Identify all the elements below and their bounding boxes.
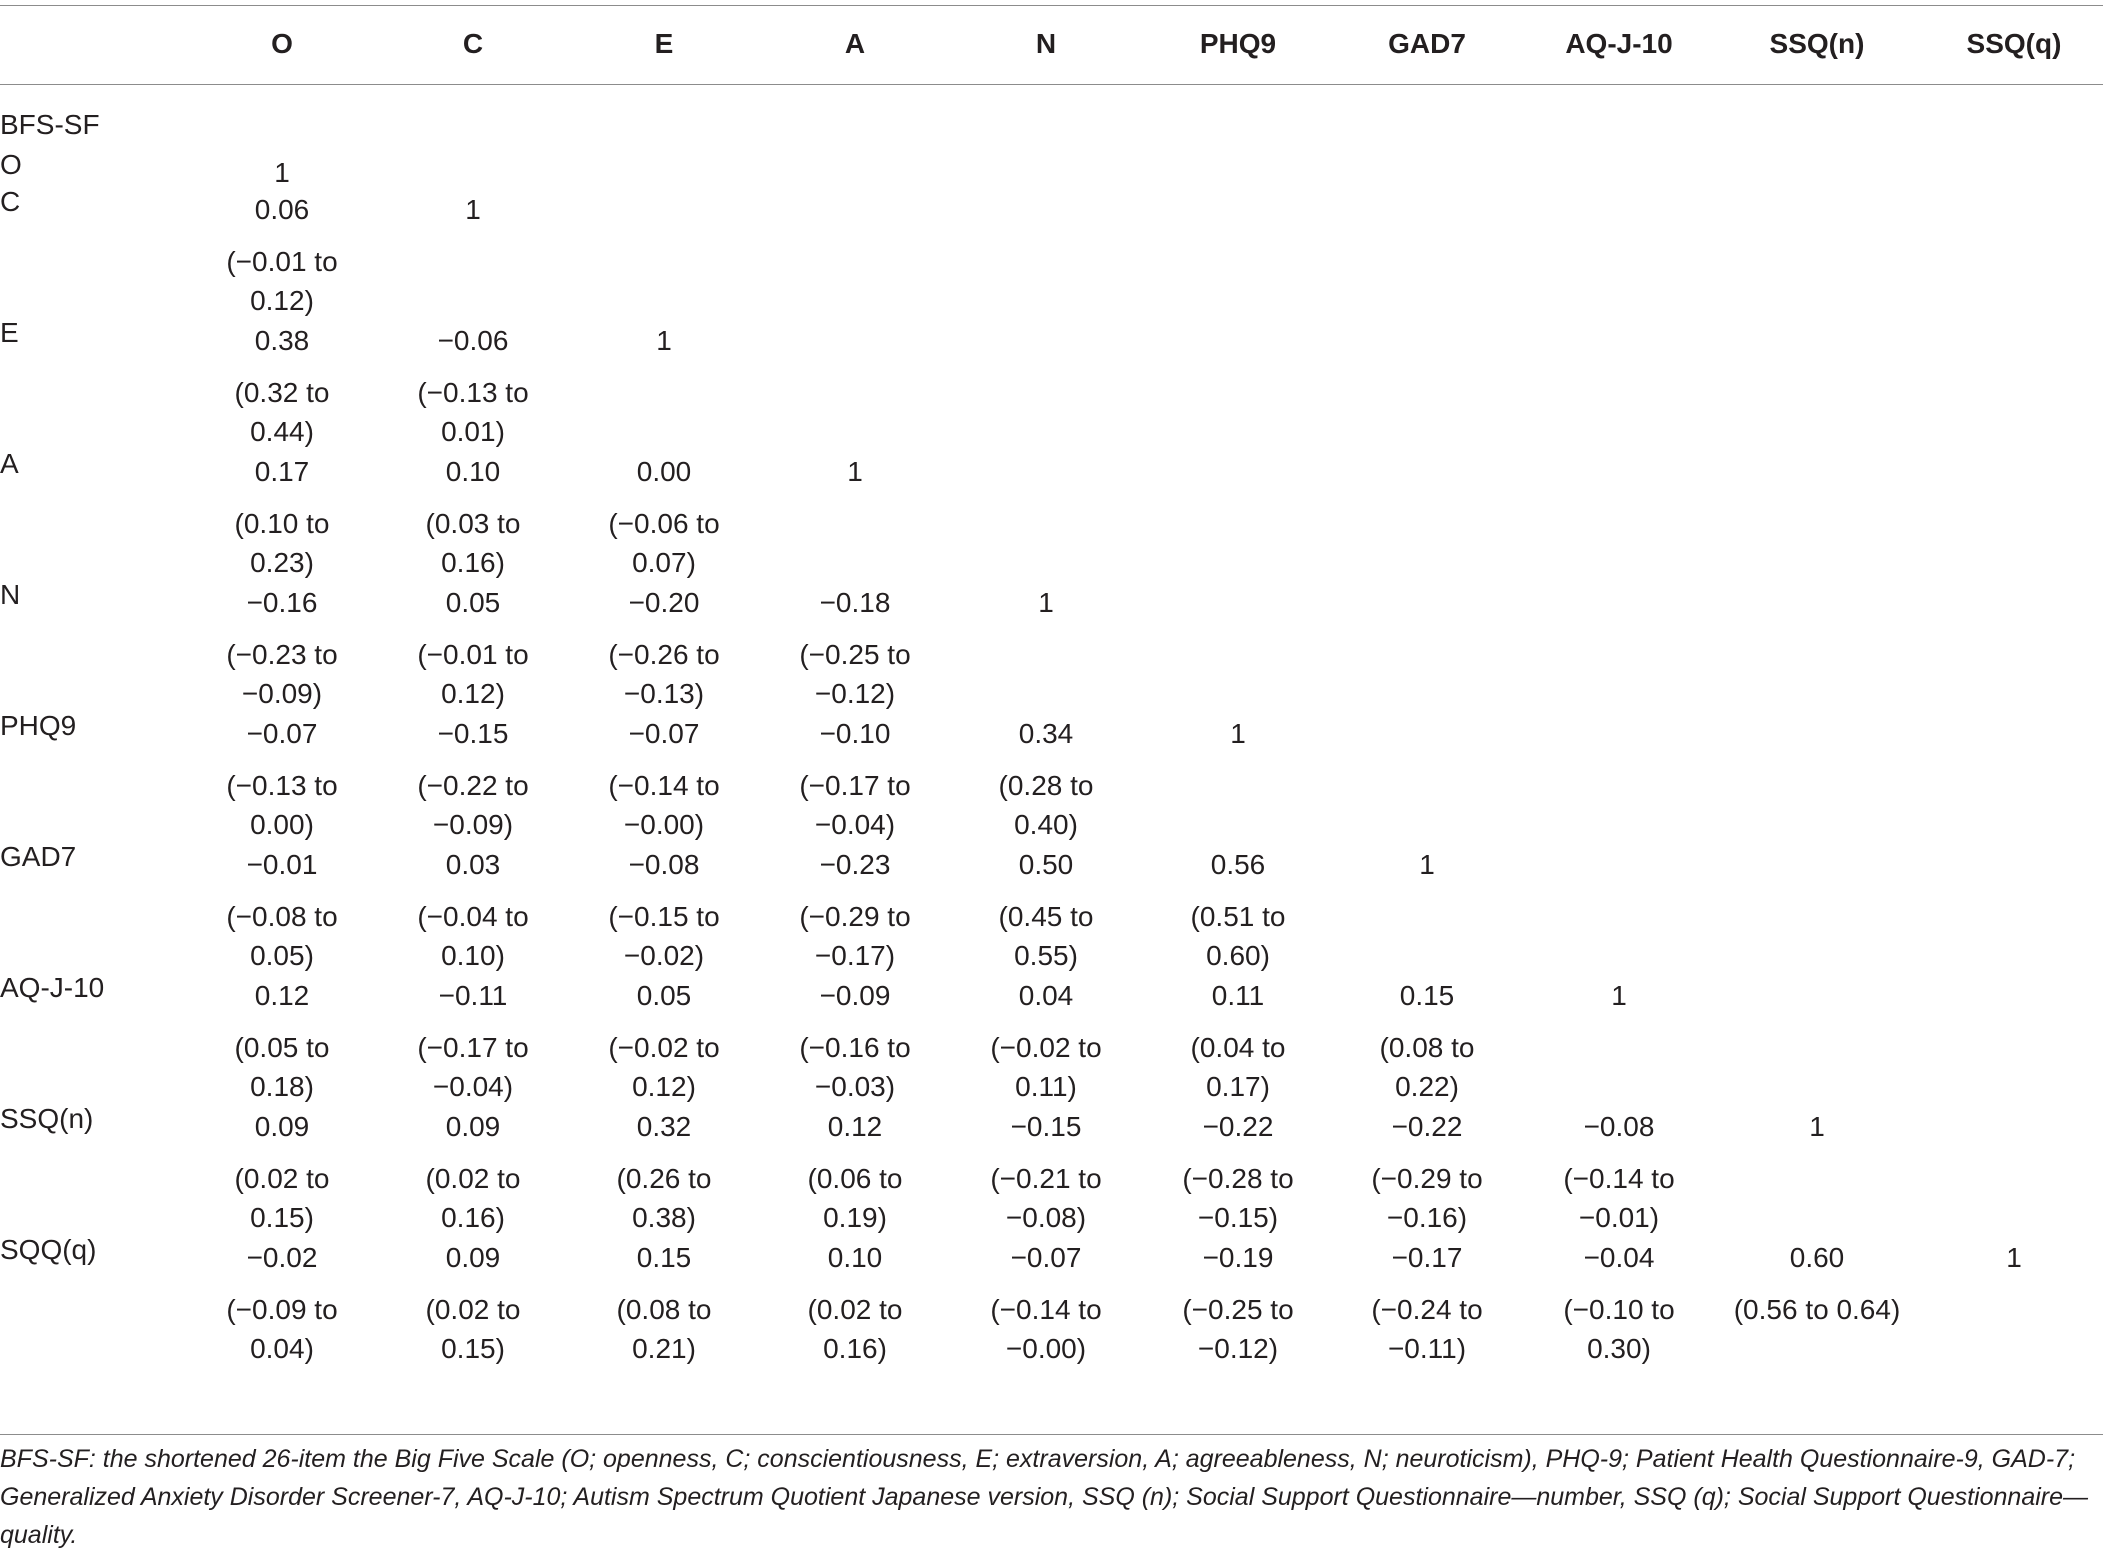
confidence-interval: (0.02 to 0.16) [425, 1163, 521, 1233]
correlation-value: 0.09 [254, 1111, 310, 1142]
confidence-interval: (−0.29 to −0.17) [799, 901, 911, 971]
confidence-interval: (−0.22 to −0.09) [417, 770, 529, 840]
table-cell [2006, 1238, 2022, 1277]
table-cell [235, 976, 330, 1106]
column-header-aq-j-10: AQ-J-10 [1565, 28, 1673, 59]
confidence-interval: (0.06 to 0.19) [807, 1163, 903, 1233]
table-cell [847, 452, 863, 491]
confidence-interval: (−0.17 to −0.04) [417, 1032, 529, 1102]
correlation-value: 0.00 [636, 456, 692, 487]
confidence-interval: (0.56 to 0.64) [1733, 1294, 1901, 1325]
confidence-interval: (0.08 to 0.22) [1379, 1032, 1475, 1102]
table-cell [226, 583, 337, 713]
correlation-value: −0.07 [628, 718, 700, 749]
confidence-interval: (−0.08 to 0.05) [226, 901, 338, 971]
table-cell [235, 452, 330, 582]
confidence-interval: (−0.21 to −0.08) [990, 1163, 1102, 1233]
row-label-n: N [0, 579, 21, 610]
table-cell [426, 1238, 521, 1368]
table-cell [1371, 1238, 1482, 1368]
table-cell [1182, 1107, 1293, 1237]
correlation-value: 0.50 [1018, 849, 1074, 880]
correlation-value: 0.56 [1210, 849, 1266, 880]
table-cell [1230, 714, 1246, 753]
column-header-o: O [271, 28, 293, 59]
header-bottom-rule [0, 84, 2103, 85]
column-header-ssq-n: SSQ(n) [1769, 28, 1865, 59]
confidence-interval: (0.02 to 0.16) [807, 1294, 903, 1364]
row-label-ssq-n: SSQ(n) [0, 1103, 94, 1134]
table-cell [226, 714, 337, 844]
table-cell [417, 976, 528, 1106]
confidence-interval: (0.05 to 0.18) [234, 1032, 330, 1102]
confidence-interval: (−0.25 to −0.12) [1182, 1294, 1294, 1364]
correlation-value: 0.10 [827, 1242, 883, 1273]
row-label-phq9: PHQ9 [0, 710, 77, 741]
column-header-n: N [1035, 28, 1057, 59]
correlation-value: −0.22 [1202, 1111, 1274, 1142]
correlation-value: 0.15 [1399, 980, 1455, 1011]
confidence-interval: (−0.14 to −0.00) [990, 1294, 1102, 1364]
row-label-sqq-q: SQQ(q) [0, 1234, 97, 1265]
table-cell [808, 1107, 903, 1237]
table-cell [274, 153, 290, 192]
table-cell [1182, 1238, 1293, 1368]
table-cell [417, 714, 528, 844]
table-cell [799, 976, 910, 1106]
confidence-interval: (−0.15 to −0.02) [608, 901, 720, 971]
table-cell [808, 1238, 903, 1368]
correlation-value: 1 [2006, 1242, 2022, 1273]
table-cell [1563, 1107, 1674, 1237]
table-cell [999, 714, 1094, 844]
confidence-interval: (−0.14 to −0.01) [1563, 1163, 1675, 1233]
row-label-o: O [0, 149, 22, 180]
table-cell [1038, 583, 1054, 622]
correlation-value: −0.08 [1583, 1111, 1655, 1142]
correlation-value: 1 [274, 157, 290, 188]
correlation-value: 1 [1038, 587, 1054, 618]
table-cell [1611, 976, 1627, 1015]
confidence-interval: (0.03 to 0.16) [425, 508, 521, 578]
row-label-aq-j-10: AQ-J-10 [0, 972, 105, 1003]
correlation-value: −0.02 [246, 1242, 318, 1273]
correlation-value: −0.09 [819, 980, 891, 1011]
correlation-value: 0.34 [1018, 718, 1074, 749]
correlation-value: −0.10 [819, 718, 891, 749]
table-cell [226, 190, 337, 320]
confidence-interval: (0.02 to 0.15) [425, 1294, 521, 1364]
correlation-value: 0.60 [1789, 1242, 1845, 1273]
table-cell [417, 845, 528, 975]
row-label-a: A [0, 448, 19, 479]
table-cell [608, 583, 719, 713]
row-label-c: C [0, 186, 21, 217]
confidence-interval: (−0.16 to −0.03) [799, 1032, 911, 1102]
section-label: BFS-SF [0, 109, 100, 140]
correlation-value: 1 [1809, 1111, 1825, 1142]
correlation-value: 0.12 [254, 980, 310, 1011]
confidence-interval: (−0.23 to −0.09) [226, 639, 338, 709]
confidence-interval: (0.10 to 0.23) [234, 508, 330, 578]
table-cell [999, 845, 1094, 975]
correlation-value: 0.09 [445, 1111, 501, 1142]
table-cell [799, 845, 910, 975]
correlation-value: 0.04 [1018, 980, 1074, 1011]
table-cell [990, 1107, 1101, 1237]
confidence-interval: (−0.01 to 0.12) [417, 639, 529, 709]
confidence-interval: (−0.29 to −0.16) [1371, 1163, 1483, 1233]
correlation-value: −0.22 [1391, 1111, 1463, 1142]
correlation-value: −0.20 [628, 587, 700, 618]
table-cell [1809, 1107, 1825, 1146]
table-footnote: BFS-SF: the shortened 26-item the Big Five Scale (O; openness, C; conscientiousness, E; extraversion, A; agreeableness, N; neuroticism), PHQ-9; Patient Health Questionnaire-9, GAD-7; Generalized Anxiety Disorder Screener-7, AQ-J-10; Autism Spectrum Quotient Japanese version, SSQ (n); Social Support Questionnaire—number, SSQ (q); Social Support Questionnaire—quality. [0, 1445, 2089, 1549]
column-header-a: A [844, 28, 866, 59]
correlation-value: 1 [465, 194, 481, 225]
correlation-value: −0.15 [1010, 1111, 1082, 1142]
correlation-value: 1 [1419, 849, 1435, 880]
confidence-interval: (0.51 to 0.60) [1190, 901, 1286, 971]
correlation-value: −0.23 [819, 849, 891, 880]
confidence-interval: (0.08 to 0.21) [616, 1294, 712, 1364]
table-cell [1563, 1238, 1674, 1368]
confidence-interval: (−0.26 to −0.13) [608, 639, 720, 709]
table-top-rule [0, 5, 2103, 6]
confidence-interval: (−0.13 to 0.01) [417, 377, 529, 447]
confidence-interval: (−0.14 to −0.00) [608, 770, 720, 840]
correlation-value: 1 [656, 325, 672, 356]
correlation-value: 0.32 [636, 1111, 692, 1142]
table-cell [1191, 845, 1286, 975]
table-cell [1734, 1238, 1901, 1329]
table-cell [235, 1107, 330, 1237]
correlation-value: 0.15 [636, 1242, 692, 1273]
correlation-value: −0.17 [1391, 1242, 1463, 1273]
table-cell [1419, 845, 1435, 884]
correlation-value: 1 [1230, 718, 1246, 749]
table-cell [1191, 976, 1286, 1106]
correlation-value: 0.05 [445, 587, 501, 618]
table-cell [799, 583, 910, 713]
table-cell [608, 976, 719, 1106]
table-cell [617, 1107, 712, 1237]
correlation-value: 0.03 [445, 849, 501, 880]
correlation-value: 1 [1611, 980, 1627, 1011]
column-header-e: E [654, 28, 674, 59]
table-cell [226, 1238, 337, 1368]
confidence-interval: (0.02 to 0.15) [234, 1163, 330, 1233]
correlation-value: 0.05 [636, 980, 692, 1011]
confidence-interval: (0.28 to 0.40) [998, 770, 1094, 840]
correlation-value: −0.07 [246, 718, 318, 749]
confidence-interval: (−0.02 to 0.11) [990, 1032, 1102, 1102]
table-cell [235, 321, 330, 451]
correlation-value: 0.06 [254, 194, 310, 225]
confidence-interval: (−0.25 to −0.12) [799, 639, 911, 709]
confidence-interval: (−0.28 to −0.15) [1182, 1163, 1294, 1233]
confidence-interval: (−0.01 to 0.12) [226, 246, 338, 316]
table-cell [990, 1238, 1101, 1368]
table-cell [990, 976, 1101, 1106]
column-header-gad7: GAD7 [1388, 28, 1466, 59]
confidence-interval: (−0.02 to 0.12) [608, 1032, 720, 1102]
table-cell [608, 714, 719, 844]
correlation-value: 0.11 [1211, 980, 1265, 1011]
column-header-c: C [462, 28, 484, 59]
correlation-value: −0.18 [819, 587, 891, 618]
table-cell [226, 845, 337, 975]
correlation-value: −0.08 [628, 849, 700, 880]
table-cell [608, 452, 719, 582]
table-cell [426, 1107, 521, 1237]
column-header-phq9: PHQ9 [1199, 28, 1277, 59]
correlation-value: 0.38 [254, 325, 310, 356]
confidence-interval: (0.26 to 0.38) [616, 1163, 712, 1233]
table-cell [799, 714, 910, 844]
correlation-value: −0.04 [1583, 1242, 1655, 1273]
confidence-interval: (−0.24 to −0.11) [1371, 1294, 1483, 1364]
confidence-interval: (−0.10 to 0.30) [1563, 1294, 1675, 1364]
correlation-value: 0.12 [827, 1111, 883, 1142]
confidence-interval: (0.04 to 0.17) [1190, 1032, 1286, 1102]
correlation-value: −0.19 [1202, 1242, 1274, 1273]
table-cell [608, 845, 719, 975]
correlation-value: −0.07 [1010, 1242, 1082, 1273]
confidence-interval: (−0.17 to −0.04) [799, 770, 911, 840]
table-cell [426, 452, 521, 582]
table-cell [417, 321, 528, 451]
correlation-value: −0.15 [437, 718, 509, 749]
row-label-gad7: GAD7 [0, 841, 77, 872]
column-header-ssq-q: SSQ(q) [1966, 28, 2062, 59]
confidence-interval: (0.32 to 0.44) [234, 377, 330, 447]
table-cell [656, 321, 672, 360]
correlation-value: −0.01 [246, 849, 318, 880]
correlation-value: 0.09 [445, 1242, 501, 1273]
correlation-value: 0.17 [254, 456, 310, 487]
table-cell [465, 190, 481, 229]
row-label-e: E [0, 317, 19, 348]
table-cell [617, 1238, 712, 1368]
correlation-value: −0.11 [438, 980, 508, 1011]
confidence-interval: (−0.09 to 0.04) [226, 1294, 338, 1364]
table-cell [1380, 976, 1475, 1106]
confidence-interval: (−0.04 to 0.10) [417, 901, 529, 971]
confidence-interval: (0.45 to 0.55) [998, 901, 1094, 971]
correlation-value: 0.10 [445, 456, 501, 487]
table-cell [417, 583, 528, 713]
correlation-value: −0.06 [437, 325, 509, 356]
correlation-value: 1 [847, 456, 863, 487]
table-cell [1371, 1107, 1482, 1237]
table-bottom-rule [0, 1434, 2103, 1435]
confidence-interval: (−0.06 to 0.07) [608, 508, 720, 578]
confidence-interval: (−0.13 to 0.00) [226, 770, 338, 840]
correlation-value: −0.16 [246, 587, 318, 618]
